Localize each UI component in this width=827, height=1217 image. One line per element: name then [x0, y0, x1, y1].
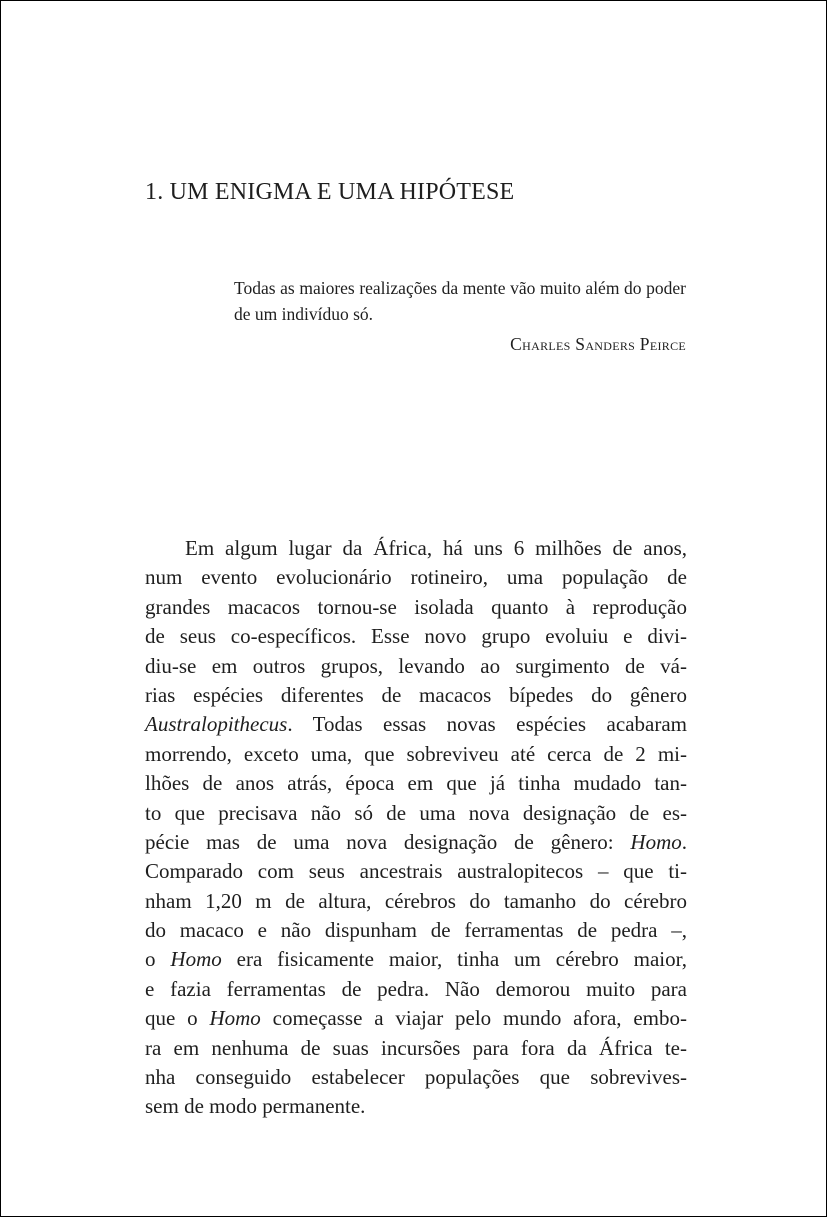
italic-term-homo: Homo: [170, 947, 222, 972]
italic-term-homo: Homo: [630, 829, 682, 854]
paragraph-line: [145, 945, 687, 974]
paragraph-line: do macaco e não dispunham de ferramentas de pedra –,: [145, 918, 687, 943]
paragraph-line: Comparado com seus ancestrais australopitecos – que ti-: [145, 859, 687, 884]
paragraph-line: to que precisava não só de uma nova designação de es-: [145, 800, 687, 825]
line-text: era fisicamente maior, tinha um cérebro maior,: [221, 947, 688, 972]
paragraph-line: nham 1,20 m de altura, cérebros do tamanho do cérebro: [145, 888, 687, 913]
paragraph-line: [145, 1004, 687, 1033]
paragraph-line: nha conseguido estabelecer populações que sobrevives-: [145, 1065, 687, 1090]
chapter-title: 1. UM ENIGMA E UMA HIPÓTESE: [145, 179, 515, 205]
body-paragraph: [145, 534, 687, 1122]
paragraph-line: Em algum lugar da África, há uns 6 milhões de anos,: [185, 536, 687, 560]
line-text: . Todas essas novas espécies acabaram: [287, 712, 687, 737]
line-text: começasse a viajar pelo mundo afora, embo-: [260, 1006, 687, 1031]
epigraph-quote: Todas as maiores realizações da mente vão muito além do poder de um indivíduo só.: [234, 278, 686, 324]
paragraph-line: de seus co-específicos. Esse novo grupo evoluiu e divi-: [145, 624, 687, 649]
paragraph-line: lhões de anos atrás, época em que já tinha mudado tan-: [145, 771, 687, 796]
epigraph: [234, 275, 686, 357]
paragraph-line: ra em nenhuma de suas incursões para fora da África te-: [145, 1035, 687, 1060]
epigraph-author: Charles Sanders Peirce: [510, 334, 686, 354]
line-text: que o: [145, 1006, 210, 1031]
line-text: o: [145, 947, 171, 972]
paragraph-line: [145, 710, 687, 739]
italic-term-australopithecus: Australopithecus: [145, 712, 288, 737]
line-text: pécie mas de uma nova designação de gênero:: [145, 829, 631, 854]
paragraph-line: rias espécies diferentes de macacos bípedes do gênero: [145, 682, 687, 707]
paragraph-line: morrendo, exceto uma, que sobreviveu até cerca de 2 mi-: [145, 741, 687, 766]
paragraph-line: num evento evolucionário rotineiro, uma população de: [145, 565, 687, 590]
paragraph-line: grandes macacos tornou-se isolada quanto à reprodução: [145, 594, 687, 619]
italic-term-homo: Homo: [209, 1006, 261, 1031]
line-text: .: [681, 829, 687, 854]
paragraph-line: [145, 828, 687, 857]
paragraph-line: sem de modo permanente.: [145, 1094, 366, 1119]
paragraph-line: diu-se em outros grupos, levando ao surgimento de vá-: [145, 653, 687, 678]
paragraph-line: e fazia ferramentas de pedra. Não demorou muito para: [145, 976, 687, 1001]
